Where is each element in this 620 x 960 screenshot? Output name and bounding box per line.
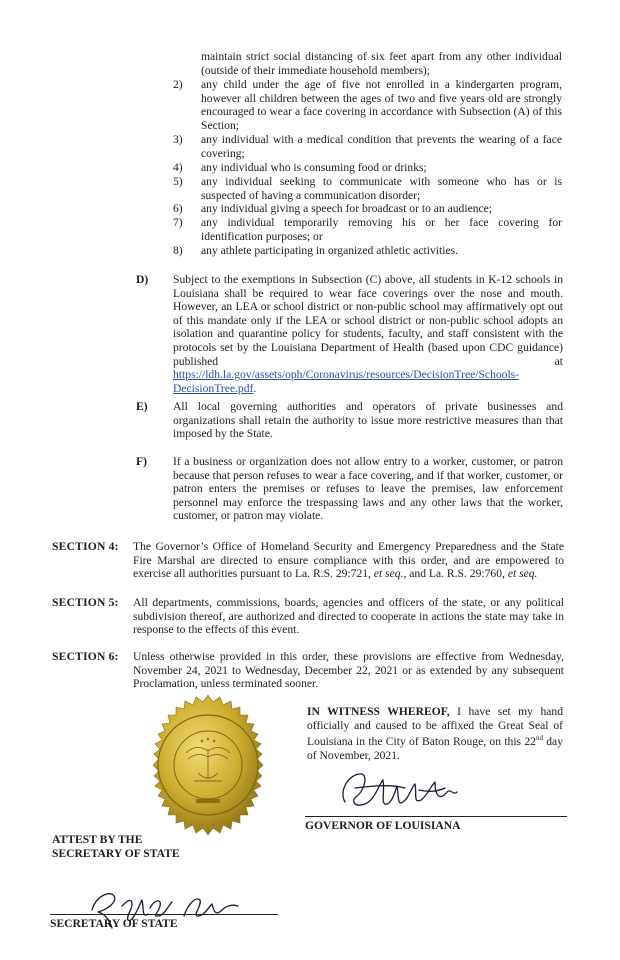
list-item-num: 4) (173, 161, 183, 174)
subsection-d-period: . (253, 381, 257, 395)
list-item-num: 3) (173, 133, 183, 146)
witness-statement (307, 705, 563, 762)
attest-line-2: SECRETARY OF STATE (52, 847, 180, 860)
subsection-f-letter: F) (136, 455, 147, 468)
witness-ordinal: nd (535, 734, 543, 743)
great-seal-of-louisiana (136, 693, 280, 837)
secretary-signature-line (50, 914, 278, 915)
subsection-f-text: If a business or organization does not allow entry to a worker, customer, or patron because that person refuses to wear a face covering, and if that worker, customer, or patron enters the premises or refuses to leave the premises, law enforcement personnel may enforce the trespassing laws and any other laws that the worker, customer, or patron may violate. (173, 455, 563, 523)
list-item: any athlete participating in organized athletic activities. (201, 244, 459, 257)
governor-signature-line (305, 816, 567, 817)
subsection-e-letter: E) (136, 400, 148, 413)
list-intro-text: maintain strict social distancing of six feet apart from any other individual (outside of their immediate household members); (201, 50, 562, 77)
section-6-text: Unless otherwise provided in this order, these provisions are effective from Wednesday, November 24, 2021 to Wednesday, December 22, 2021 or as extended by any subsequent Proclamation, unless terminated sooner. (133, 650, 564, 691)
list-item: any individual who is consuming food or drinks; (201, 161, 427, 174)
list-item-num: 5) (173, 175, 183, 188)
list-item-num: 8) (173, 244, 183, 257)
governor-signature (335, 762, 465, 818)
list-item-num: 2) (173, 78, 183, 91)
section-6-label: SECTION 6: (52, 650, 119, 663)
subsection-e-text: All local governing authorities and operators of private businesses and organizations shall retain the authority to issue more restrictive measures than that imposed by the State. (173, 400, 563, 441)
list-item: any individual giving a speech for broadcast or to an audience; (201, 202, 493, 215)
subsection-d-text (173, 273, 563, 395)
witness-text-b: day of November, 2021. (307, 735, 564, 762)
list-item: any individual temporarily removing his or her face covering for identification purposes; or (201, 216, 562, 243)
list-item: any individual seeking to communicate with someone who has or is suspected of having a communication disorder; (201, 175, 562, 202)
section-4-text-a: The Governor’s Office of Homeland Security and Emergency Preparedness and the State Fire Marshal are directed to ensure compliance with this order, and are empowered to exercise all authorities pursuant to La. R.S. 29:721, (133, 540, 564, 581)
decision-tree-link[interactable]: https://ldh.la.gov/assets/oph/Coronavirus/resources/DecisionTree/Schools-DecisionTree.pdf (173, 368, 520, 395)
governor-label: GOVERNOR OF LOUISIANA (305, 819, 461, 832)
section-4-et-seq-2: et seq. (507, 567, 538, 581)
witness-text-a: I have set my hand officially and caused to be affixed the Great Seal of Louisiana in the City of Baton Rouge, on this 22 (307, 705, 563, 749)
attest-line-1: ATTEST BY THE (52, 833, 143, 846)
secretary-label: SECRETARY OF STATE (50, 917, 178, 930)
list-item-num: 6) (173, 202, 183, 215)
witness-lead: IN WITNESS WHEREOF, (307, 705, 450, 718)
list-item-num: 7) (173, 216, 183, 229)
section-4-label: SECTION 4: (52, 540, 119, 553)
subsection-d-letter: D) (136, 273, 149, 286)
section-4-et-seq-1: et seq. (373, 567, 404, 581)
section-5-text: All departments, commissions, boards, agencies and officers of the state, or any political subdivision thereof, are authorized and directed to cooperate in actions the state may take in response to the effects of this event. (133, 596, 564, 637)
section-5-label: SECTION 5: (52, 596, 119, 609)
section-4-text (133, 540, 564, 581)
list-item: any child under the age of five not enrolled in a kindergarten program, however all children between the ages of two and five years old are strongly encouraged to wear a face covering in accordance with Subsection (A) of this Section; (201, 78, 562, 132)
subsection-d-body: Subject to the exemptions in Subsection (C) above, all students in K-12 schools in Louisiana shall be required to wear face coverings over the nose and mouth. However, an LEA or school district or non-public school may affirmatively opt out of this mandate only if the LEA or school district or non-public school adopts an isolation and quarantine policy for students, faculty, and staff consistent with the protocols set by the Louisiana Department of Health (based upon CDC guidance) published at (173, 273, 563, 368)
attest-block (52, 833, 180, 861)
section-4-text-b: , and La. R.S. 29:760, (403, 567, 508, 581)
list-item: any individual with a medical condition that prevents the wearing of a face covering; (201, 133, 562, 160)
